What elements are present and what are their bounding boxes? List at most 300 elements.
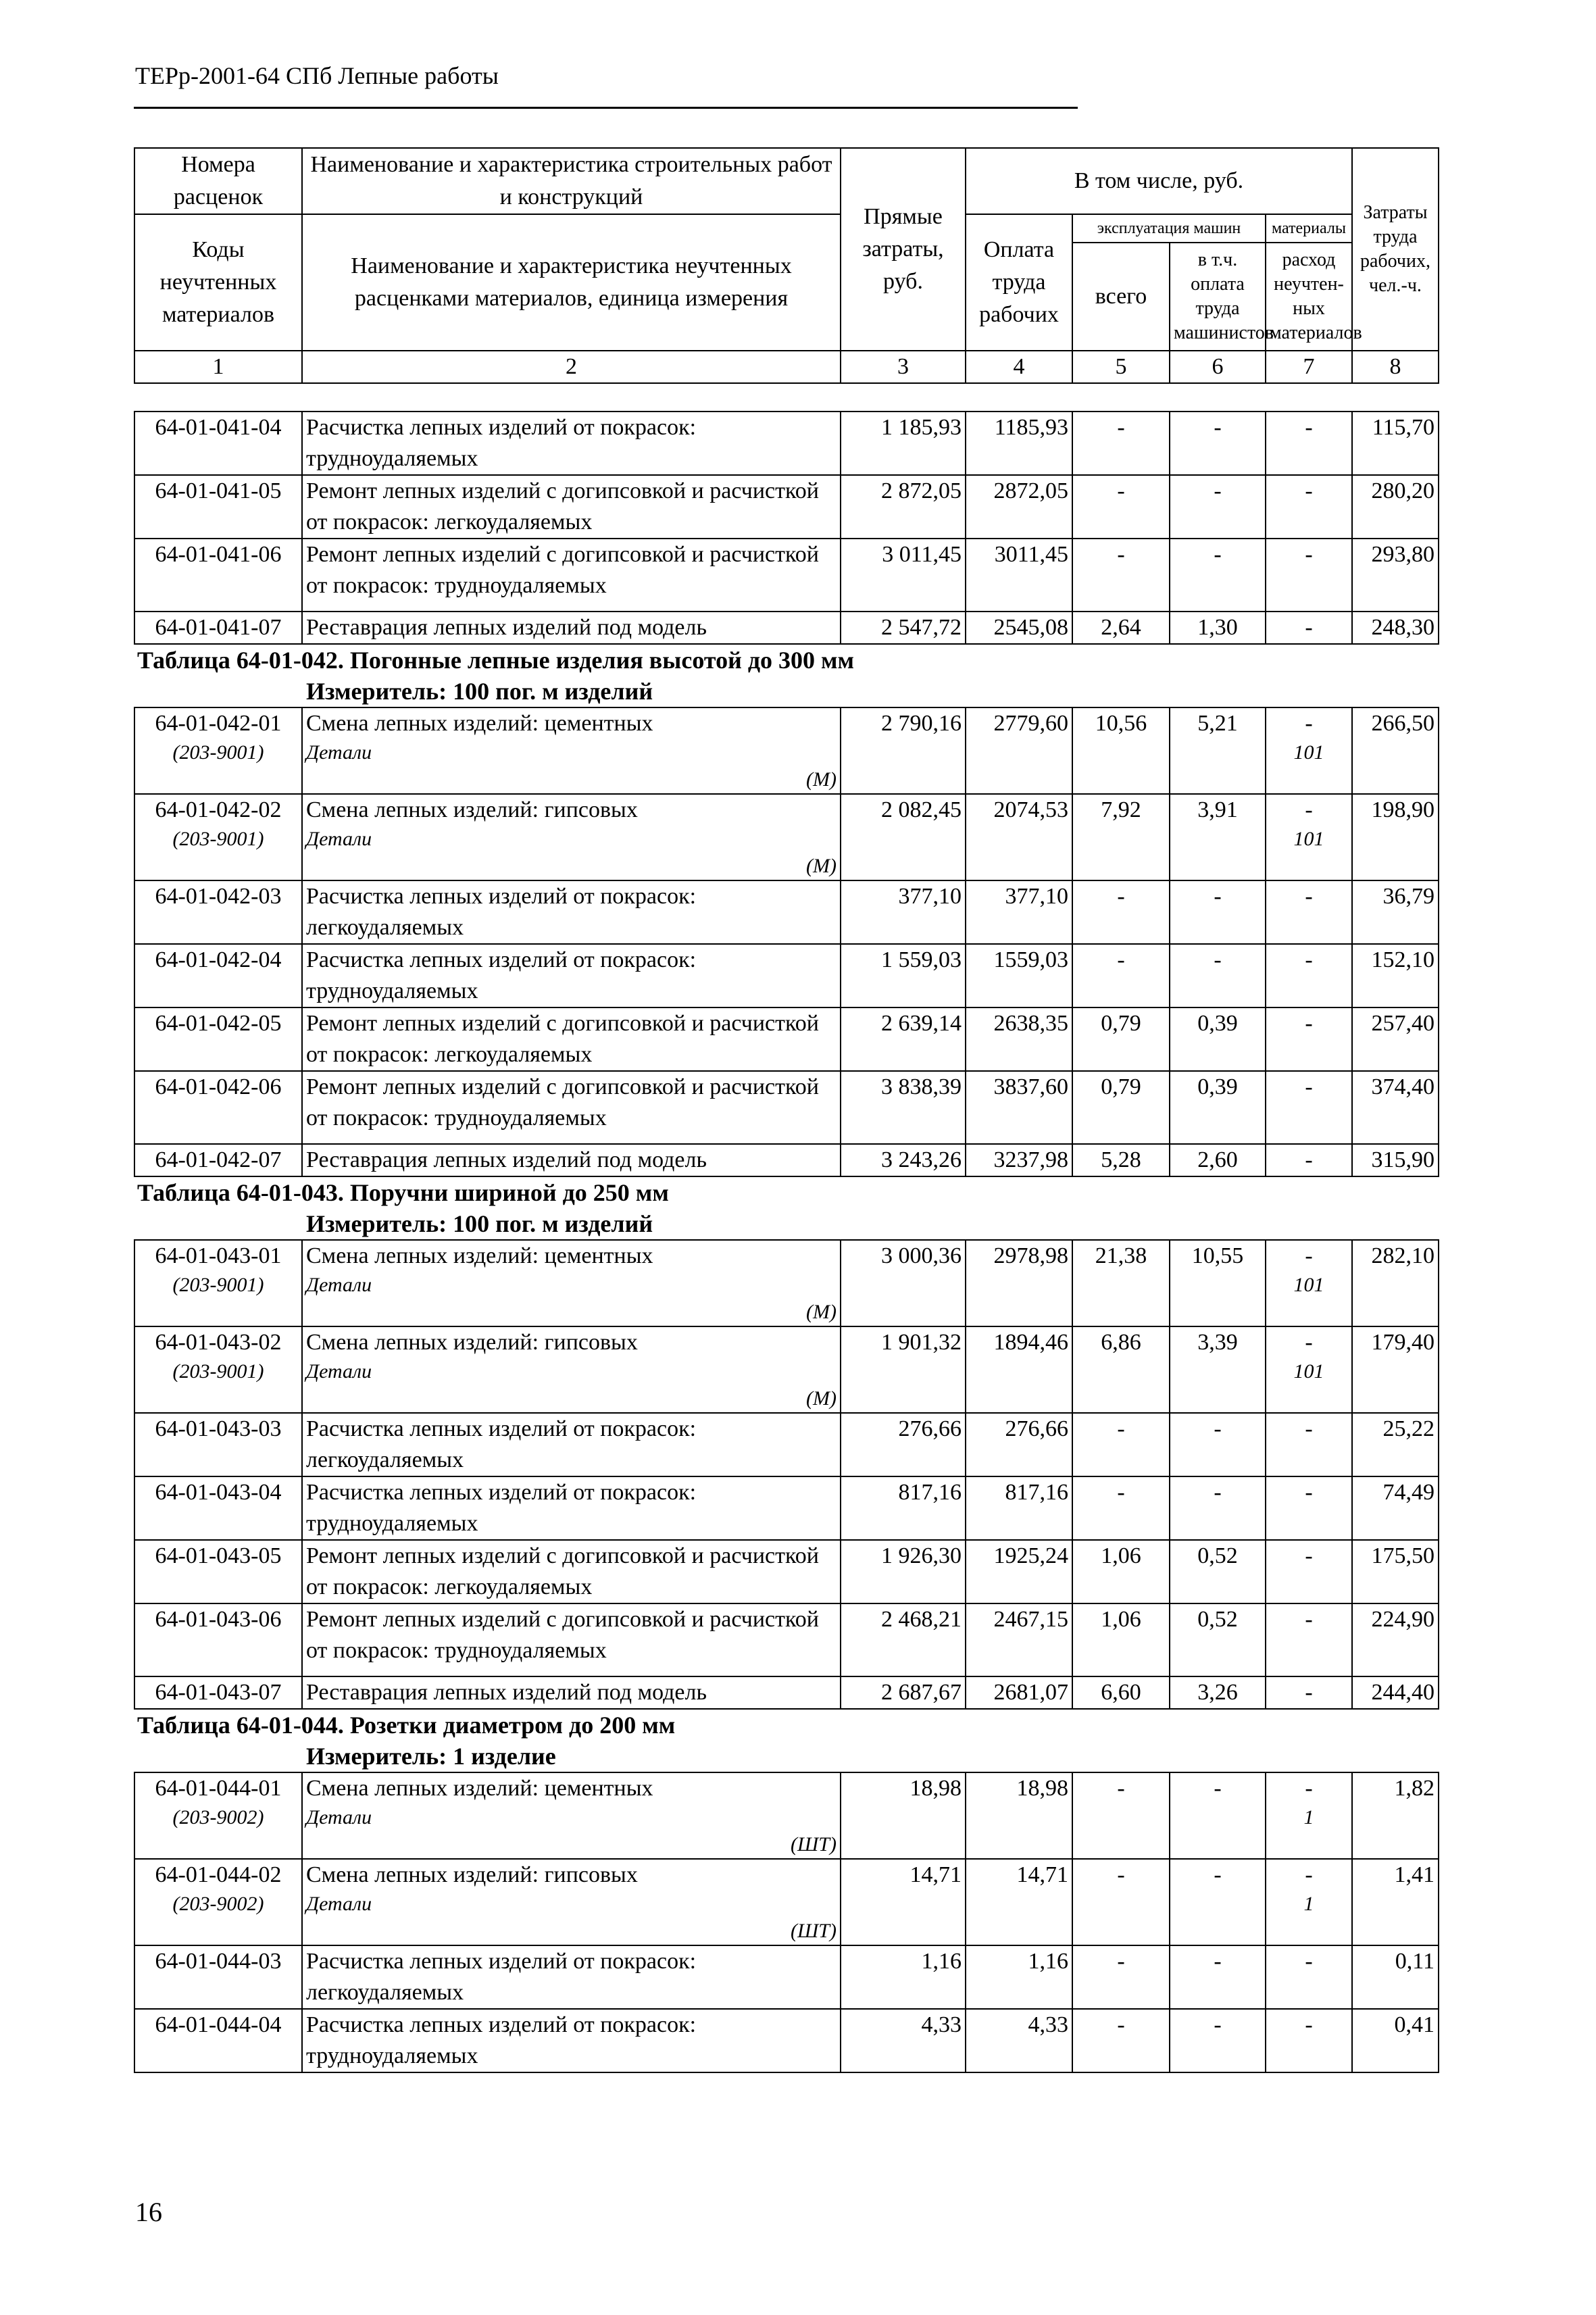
rate-code <box>134 2009 302 2072</box>
rate-code-value: 64-01-042-04 <box>155 947 282 972</box>
materials-cost <box>1266 794 1352 880</box>
rate-code-value: 64-01-044-02 <box>155 1862 282 1887</box>
rate-name-text: Расчистка лепных изделий от покрасок: трудноудаляемых <box>306 415 697 471</box>
table-title: Таблица 64-01-044. Розетки диаметром до 200 мм <box>137 1712 676 1739</box>
wage-cost: 1185,93 <box>966 412 1072 475</box>
machinist-wage: - <box>1170 880 1266 944</box>
rate-code-value: 64-01-042-07 <box>155 1147 282 1172</box>
column-number: 5 <box>1072 351 1170 383</box>
direct-costs: 817,16 <box>841 1476 966 1540</box>
rate-name <box>302 794 841 880</box>
machinist-wage: 0,52 <box>1170 1540 1266 1603</box>
machines-cost: - <box>1072 2009 1170 2072</box>
labor-cost: 244,40 <box>1352 1676 1439 1709</box>
table-row <box>134 1476 1439 1540</box>
rate-name <box>302 1413 841 1476</box>
materials-cost-value: - <box>1305 1330 1313 1355</box>
labor-cost: 152,10 <box>1352 944 1439 1007</box>
materials-cost <box>1266 707 1352 794</box>
header-materials: материалы <box>1266 214 1352 243</box>
rate-name-text: Смена лепных изделий: гипсовых <box>306 797 638 822</box>
table-measure: Измеритель: 1 изделие <box>306 1743 556 1770</box>
rate-code <box>134 412 302 475</box>
machinist-wage: 0,39 <box>1170 1007 1266 1071</box>
labor-cost: 315,90 <box>1352 1144 1439 1176</box>
table-row <box>134 1772 1439 1859</box>
rate-code <box>134 707 302 794</box>
machinist-wage: 3,91 <box>1170 794 1266 880</box>
rate-name <box>302 880 841 944</box>
machines-cost: - <box>1072 475 1170 539</box>
wage-cost: 1925,24 <box>966 1540 1072 1603</box>
material-unit: (ШТ) <box>791 1920 837 1942</box>
column-number: 6 <box>1170 351 1266 383</box>
table-body <box>134 383 1439 2072</box>
rate-name-text: Расчистка лепных изделий от покрасок: трудноудаляемых <box>306 947 697 1003</box>
machines-cost: - <box>1072 539 1170 612</box>
header-machinist-wage: в т.ч. оплата труда машинистов <box>1170 243 1266 351</box>
rate-name <box>302 1603 841 1676</box>
table-row <box>134 1859 1439 1945</box>
rate-code-value: 64-01-041-04 <box>155 415 282 440</box>
machines-cost: 5,28 <box>1072 1144 1170 1176</box>
table-row <box>134 1326 1439 1413</box>
labor-cost: 1,82 <box>1352 1772 1439 1859</box>
rate-name <box>302 1144 841 1176</box>
rate-code <box>134 1240 302 1326</box>
materials-cost-value: - <box>1305 415 1313 440</box>
table-row <box>134 794 1439 880</box>
table-row <box>134 1240 1439 1326</box>
rate-code-value: 64-01-044-01 <box>155 1776 282 1801</box>
wage-cost: 2074,53 <box>966 794 1072 880</box>
wage-cost: 2872,05 <box>966 475 1072 539</box>
rate-name <box>302 475 841 539</box>
machines-cost: 6,60 <box>1072 1676 1170 1709</box>
wage-cost: 18,98 <box>966 1772 1072 1859</box>
table-row <box>134 707 1439 794</box>
rate-code-value: 64-01-041-07 <box>155 615 282 640</box>
material-quantity: 101 <box>1293 1360 1324 1383</box>
wage-cost: 14,71 <box>966 1859 1072 1945</box>
rate-name-text: Ремонт лепных изделий с догипсовкой и расчисткой от покрасок: трудноудаляемых <box>306 542 819 598</box>
labor-cost: 224,90 <box>1352 1603 1439 1676</box>
machinist-wage: - <box>1170 2009 1266 2072</box>
table-title: Таблица 64-01-042. Погонные лепные изделия высотой до 300 мм <box>137 647 855 674</box>
table-row <box>134 1413 1439 1476</box>
materials-cost <box>1266 1476 1352 1540</box>
materials-cost <box>1266 1603 1352 1676</box>
machinist-wage: 0,39 <box>1170 1071 1266 1144</box>
material-code: (203-9002) <box>172 1893 264 1915</box>
materials-cost-value: - <box>1305 797 1313 822</box>
rate-code <box>134 1071 302 1144</box>
rate-name-text: Смена лепных изделий: гипсовых <box>306 1330 638 1355</box>
rate-name-text: Расчистка лепных изделий от покрасок: легкоудаляемых <box>306 1416 697 1472</box>
wage-cost: 2978,98 <box>966 1240 1072 1326</box>
wage-cost: 3011,45 <box>966 539 1072 612</box>
wage-cost: 1894,46 <box>966 1326 1072 1413</box>
materials-cost-value: - <box>1305 1949 1313 1974</box>
direct-costs: 3 243,26 <box>841 1144 966 1176</box>
materials-cost <box>1266 944 1352 1007</box>
rate-name <box>302 1476 841 1540</box>
material-name: Детали <box>306 1806 372 1828</box>
material-quantity: 101 <box>1293 741 1324 764</box>
rate-code-value: 64-01-042-02 <box>155 797 282 822</box>
rate-code-value: 64-01-042-03 <box>155 884 282 909</box>
rate-name <box>302 707 841 794</box>
wage-cost: 4,33 <box>966 2009 1072 2072</box>
rate-code-value: 64-01-043-02 <box>155 1330 282 1355</box>
materials-cost-value: - <box>1305 1416 1313 1441</box>
material-code: (203-9001) <box>172 741 264 764</box>
header-labor: Затраты труда рабочих, чел.-ч. <box>1352 148 1439 351</box>
machines-cost: - <box>1072 944 1170 1007</box>
table-row <box>134 1603 1439 1676</box>
labor-cost: 374,40 <box>1352 1071 1439 1144</box>
rate-name <box>302 1071 841 1144</box>
rate-name <box>302 1859 841 1945</box>
machinist-wage: - <box>1170 1945 1266 2009</box>
direct-costs: 1 901,32 <box>841 1326 966 1413</box>
table-gap <box>134 383 1439 412</box>
direct-costs: 3 000,36 <box>841 1240 966 1326</box>
rate-code <box>134 539 302 612</box>
materials-cost-value: - <box>1305 615 1313 640</box>
header-including: В том числе, руб. <box>966 148 1352 214</box>
materials-cost-value: - <box>1305 1480 1313 1505</box>
column-number: 8 <box>1352 351 1439 383</box>
machinist-wage: 2,60 <box>1170 1144 1266 1176</box>
machinist-wage: - <box>1170 475 1266 539</box>
table-row <box>134 1144 1439 1176</box>
machinist-wage: 3,26 <box>1170 1676 1266 1709</box>
direct-costs: 14,71 <box>841 1859 966 1945</box>
direct-costs: 1 185,93 <box>841 412 966 475</box>
machines-cost: - <box>1072 1859 1170 1945</box>
rate-code-value: 64-01-043-06 <box>155 1607 282 1632</box>
material-name: Детали <box>306 828 372 850</box>
machines-cost: 6,86 <box>1072 1326 1170 1413</box>
materials-cost-value: - <box>1305 1147 1313 1172</box>
rate-name-text: Реставрация лепных изделий под модель <box>306 1680 707 1705</box>
materials-cost-value: - <box>1305 1074 1313 1099</box>
machines-cost: 0,79 <box>1072 1071 1170 1144</box>
table-gap-cell <box>134 383 1439 412</box>
column-number: 7 <box>1266 351 1352 383</box>
material-name: Детали <box>306 741 372 764</box>
rate-code <box>134 475 302 539</box>
rate-code-value: 64-01-041-06 <box>155 542 282 567</box>
materials-cost-value: - <box>1305 1862 1313 1887</box>
machines-cost: - <box>1072 1476 1170 1540</box>
rate-code-value: 64-01-043-04 <box>155 1480 282 1505</box>
header-unaccounted-materials: расход неучтен-ных материалов <box>1266 243 1352 351</box>
rate-code <box>134 1603 302 1676</box>
materials-cost-value: - <box>1305 1680 1313 1705</box>
rate-name-text: Ремонт лепных изделий с догипсовкой и расчисткой от покрасок: легкоудаляемых <box>306 1011 819 1067</box>
direct-costs: 1 559,03 <box>841 944 966 1007</box>
column-number: 3 <box>841 351 966 383</box>
machinist-wage: - <box>1170 944 1266 1007</box>
machinist-wage: - <box>1170 412 1266 475</box>
materials-cost <box>1266 412 1352 475</box>
materials-cost <box>1266 1007 1352 1071</box>
wage-cost: 276,66 <box>966 1413 1072 1476</box>
labor-cost: 1,41 <box>1352 1859 1439 1945</box>
rate-name <box>302 1007 841 1071</box>
direct-costs: 2 547,72 <box>841 612 966 644</box>
materials-cost <box>1266 1326 1352 1413</box>
running-head: ТЕРр-2001-64 СПб Лепные работы <box>135 62 499 89</box>
materials-cost <box>1266 1676 1352 1709</box>
materials-cost-value: - <box>1305 1776 1313 1801</box>
machines-cost: 7,92 <box>1072 794 1170 880</box>
rate-name-text: Ремонт лепных изделий с догипсовкой и расчисткой от покрасок: легкоудаляемых <box>306 478 819 534</box>
page-number: 16 <box>135 2197 162 2227</box>
column-number: 1 <box>134 351 302 383</box>
rate-name <box>302 2009 841 2072</box>
header-machines-total: всего <box>1072 243 1170 351</box>
header-code-top: Номера расценок <box>134 148 302 214</box>
header-machines: эксплуатация машин <box>1072 214 1266 243</box>
machinist-wage: - <box>1170 1859 1266 1945</box>
wage-cost: 1559,03 <box>966 944 1072 1007</box>
materials-cost-value: - <box>1305 1011 1313 1036</box>
material-code: (203-9002) <box>172 1806 264 1828</box>
rate-code <box>134 944 302 1007</box>
direct-costs: 2 872,05 <box>841 475 966 539</box>
material-quantity: 101 <box>1293 828 1324 850</box>
table-row <box>134 944 1439 1007</box>
table-row <box>134 412 1439 475</box>
direct-costs: 2 687,67 <box>841 1676 966 1709</box>
table-title: Таблица 64-01-043. Поручни шириной до 250 мм <box>137 1179 669 1206</box>
labor-cost: 25,22 <box>1352 1413 1439 1476</box>
rate-code-value: 64-01-044-03 <box>155 1949 282 1974</box>
materials-cost-value: - <box>1305 947 1313 972</box>
direct-costs: 2 082,45 <box>841 794 966 880</box>
table-header <box>134 148 1439 351</box>
machines-cost: - <box>1072 412 1170 475</box>
rate-code <box>134 794 302 880</box>
material-quantity: 101 <box>1293 1274 1324 1296</box>
material-quantity: 1 <box>1303 1806 1314 1828</box>
labor-cost: 248,30 <box>1352 612 1439 644</box>
direct-costs: 3 838,39 <box>841 1071 966 1144</box>
rate-name-text: Ремонт лепных изделий с догипсовкой и расчисткой от покрасок: легкоудаляемых <box>306 1543 819 1599</box>
wage-cost: 377,10 <box>966 880 1072 944</box>
table-row <box>134 1007 1439 1071</box>
rate-name <box>302 1772 841 1859</box>
labor-cost: 175,50 <box>1352 1540 1439 1603</box>
machinist-wage: 10,55 <box>1170 1240 1266 1326</box>
machines-cost: - <box>1072 880 1170 944</box>
rate-code <box>134 1676 302 1709</box>
labor-cost: 0,11 <box>1352 1945 1439 2009</box>
labor-cost: 266,50 <box>1352 707 1439 794</box>
rate-name-text: Смена лепных изделий: цементных <box>306 711 653 736</box>
materials-cost-value: - <box>1305 1543 1313 1568</box>
header-direct-costs: Прямые затраты, руб. <box>841 148 966 351</box>
direct-costs: 4,33 <box>841 2009 966 2072</box>
rate-code <box>134 1540 302 1603</box>
rate-name-text: Ремонт лепных изделий с догипсовкой и расчисткой от покрасок: трудноудаляемых <box>306 1607 819 1663</box>
rate-name-text: Расчистка лепных изделий от покрасок: трудноудаляемых <box>306 1480 697 1536</box>
table-row <box>134 1945 1439 2009</box>
direct-costs: 3 011,45 <box>841 539 966 612</box>
labor-cost: 257,40 <box>1352 1007 1439 1071</box>
materials-cost <box>1266 1071 1352 1144</box>
materials-cost <box>1266 1540 1352 1603</box>
labor-cost: 282,10 <box>1352 1240 1439 1326</box>
wage-cost: 1,16 <box>966 1945 1072 2009</box>
labor-cost: 115,70 <box>1352 412 1439 475</box>
rate-name <box>302 612 841 644</box>
header-wage: Оплата труда рабочих <box>966 214 1072 351</box>
price-table <box>134 147 1439 2073</box>
rate-name <box>302 1240 841 1326</box>
rate-name-text: Реставрация лепных изделий под модель <box>306 1147 707 1172</box>
machinist-wage: - <box>1170 1772 1266 1859</box>
labor-cost: 179,40 <box>1352 1326 1439 1413</box>
machines-cost: 21,38 <box>1072 1240 1170 1326</box>
column-number: 2 <box>302 351 841 383</box>
direct-costs: 1,16 <box>841 1945 966 2009</box>
header-code-bottom: Коды неучтенных материалов <box>134 214 302 351</box>
materials-cost <box>1266 1144 1352 1176</box>
materials-cost <box>1266 612 1352 644</box>
rate-code-value: 64-01-043-03 <box>155 1416 282 1441</box>
rate-code <box>134 1476 302 1540</box>
rate-code <box>134 1326 302 1413</box>
table-row <box>134 539 1439 612</box>
material-unit: (М) <box>806 1387 837 1410</box>
rate-name-text: Реставрация лепных изделий под модель <box>306 615 707 640</box>
material-unit: (М) <box>806 855 837 877</box>
machines-cost: 1,06 <box>1072 1603 1170 1676</box>
rate-code-value: 64-01-042-06 <box>155 1074 282 1099</box>
rate-code-value: 64-01-043-07 <box>155 1680 282 1705</box>
machinist-wage: - <box>1170 1413 1266 1476</box>
table-row <box>134 1071 1439 1144</box>
labor-cost: 198,90 <box>1352 794 1439 880</box>
material-code: (203-9001) <box>172 1360 264 1383</box>
rate-code <box>134 1772 302 1859</box>
materials-cost <box>1266 475 1352 539</box>
rate-name <box>302 539 841 612</box>
machines-cost: 2,64 <box>1072 612 1170 644</box>
rate-name <box>302 944 841 1007</box>
rate-code <box>134 612 302 644</box>
machines-cost: 0,79 <box>1072 1007 1170 1071</box>
wage-cost: 817,16 <box>966 1476 1072 1540</box>
wage-cost: 2545,08 <box>966 612 1072 644</box>
materials-cost <box>1266 1240 1352 1326</box>
labor-cost: 280,20 <box>1352 475 1439 539</box>
labor-cost: 74,49 <box>1352 1476 1439 1540</box>
materials-cost <box>1266 1413 1352 1476</box>
machinist-wage: - <box>1170 539 1266 612</box>
direct-costs: 18,98 <box>841 1772 966 1859</box>
materials-cost <box>1266 1772 1352 1859</box>
rate-name-text: Смена лепных изделий: цементных <box>306 1776 653 1801</box>
machines-cost: - <box>1072 1413 1170 1476</box>
table-row <box>134 2009 1439 2072</box>
rate-code <box>134 1144 302 1176</box>
materials-cost-value: - <box>1305 478 1313 503</box>
table-row <box>134 1676 1439 1709</box>
header-rule <box>134 107 1078 109</box>
materials-cost-value: - <box>1305 2012 1313 2037</box>
material-code: (203-9001) <box>172 828 264 850</box>
material-unit: (М) <box>806 1301 837 1323</box>
materials-cost <box>1266 1859 1352 1945</box>
materials-cost <box>1266 1945 1352 2009</box>
machines-cost: - <box>1072 1772 1170 1859</box>
wage-cost: 3837,60 <box>966 1071 1072 1144</box>
materials-cost <box>1266 880 1352 944</box>
materials-cost-value: - <box>1305 1607 1313 1632</box>
direct-costs: 2 790,16 <box>841 707 966 794</box>
rate-code <box>134 1859 302 1945</box>
wage-cost: 2638,35 <box>966 1007 1072 1071</box>
material-unit: (ШТ) <box>791 1833 837 1856</box>
machinist-wage: 5,21 <box>1170 707 1266 794</box>
rate-name-text: Расчистка лепных изделий от покрасок: легкоудаляемых <box>306 884 697 940</box>
table-row <box>134 475 1439 539</box>
wage-cost: 2681,07 <box>966 1676 1072 1709</box>
rate-name-text: Расчистка лепных изделий от покрасок: легкоудаляемых <box>306 1949 697 2005</box>
rate-code-value: 64-01-044-04 <box>155 2012 282 2037</box>
table-measure: Измеритель: 100 пог. м изделий <box>306 1210 653 1237</box>
rate-code <box>134 1413 302 1476</box>
direct-costs: 276,66 <box>841 1413 966 1476</box>
header-name-top: Наименование и характеристика строительных работ и конструкций <box>302 148 841 214</box>
materials-cost-value: - <box>1305 884 1313 909</box>
direct-costs: 1 926,30 <box>841 1540 966 1603</box>
materials-cost <box>1266 539 1352 612</box>
machines-cost: - <box>1072 1945 1170 2009</box>
material-name: Детали <box>306 1360 372 1383</box>
rate-name <box>302 1676 841 1709</box>
rate-name <box>302 1326 841 1413</box>
rate-code-value: 64-01-043-05 <box>155 1543 282 1568</box>
rate-code-value: 64-01-042-05 <box>155 1011 282 1036</box>
header-name-bottom: Наименование и характеристика неучтенных расценками материалов, единица измерения <box>302 214 841 351</box>
materials-cost-value: - <box>1305 1243 1313 1268</box>
direct-costs: 377,10 <box>841 880 966 944</box>
rate-name-text: Ремонт лепных изделий с догипсовкой и расчисткой от покрасок: трудноудаляемых <box>306 1074 819 1130</box>
rate-name-text: Смена лепных изделий: цементных <box>306 1243 653 1268</box>
wage-cost: 2779,60 <box>966 707 1072 794</box>
labor-cost: 36,79 <box>1352 880 1439 944</box>
rate-name <box>302 1945 841 2009</box>
table-row <box>134 880 1439 944</box>
rate-name <box>302 1540 841 1603</box>
materials-cost-value: - <box>1305 711 1313 736</box>
machinist-wage: 0,52 <box>1170 1603 1266 1676</box>
materials-cost <box>1266 2009 1352 2072</box>
rate-code-value: 64-01-043-01 <box>155 1243 282 1268</box>
rate-code <box>134 880 302 944</box>
labor-cost: 0,41 <box>1352 2009 1439 2072</box>
rate-name-text: Расчистка лепных изделий от покрасок: трудноудаляемых <box>306 2012 697 2068</box>
labor-cost: 293,80 <box>1352 539 1439 612</box>
column-numbers <box>134 351 1439 383</box>
direct-costs: 2 639,14 <box>841 1007 966 1071</box>
